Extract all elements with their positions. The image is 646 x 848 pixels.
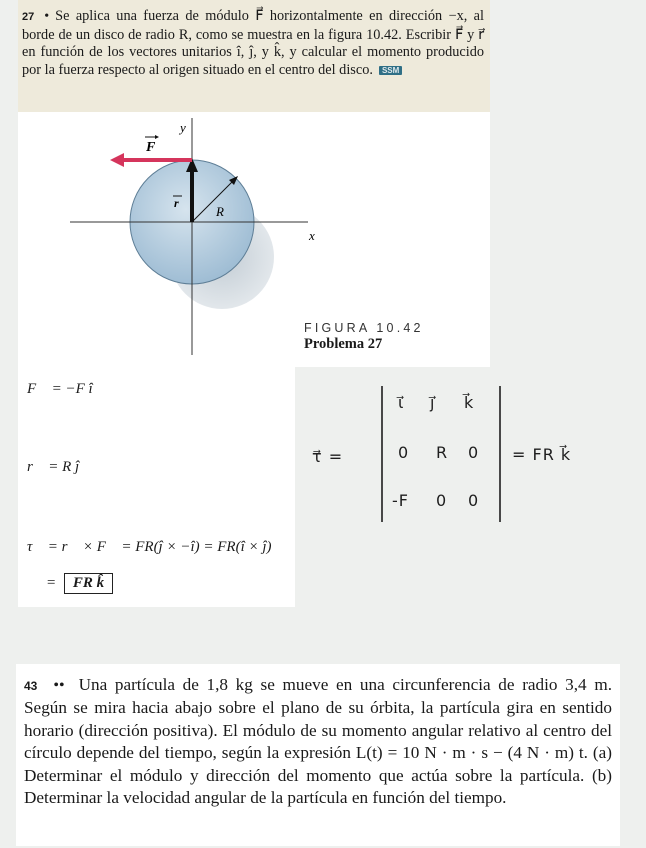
force-label-arrowhead [155, 135, 159, 139]
difficulty-marker-43: •• [53, 677, 65, 694]
problem-27-text-block [22, 8, 484, 79]
torque-result-equals: = [46, 575, 57, 591]
handwritten-determinant [306, 384, 606, 534]
figure-10-42 [18, 112, 490, 367]
figure-problem-ref: Problema 27 [304, 336, 383, 352]
difficulty-marker: • [44, 9, 50, 24]
hw-k: k⃗ [464, 393, 475, 412]
problem-43-text-block [24, 674, 612, 809]
torque-equation: τ⃗ = r⃗ × F⃗ = FR(ĵ × −î) = FR(î × ĵ) [27, 539, 272, 555]
hw-r2c1: -F [392, 491, 409, 510]
force-vector-head [110, 153, 124, 167]
hw-r2c2: 0 [436, 491, 448, 510]
problem-43-statement: Una partícula de 1,8 kg se mueve en una circunferencia de radio 3,4 m. Según se mira hacia abajo sobre el plano de su órbita, la partícula gira en sentido horario (dirección positiva). El módulo de su momento angular relativo al centro del círculo depende del tiempo, según la expresión L(t) = 10 N · m · s − (4 N · m) t. (a) Determinar el módulo y dirección del momento que actúa sobre la partícula. (b) Determinar la velocidad angular de la partícula en función del tiempo. [24, 675, 612, 808]
hw-r1c2: R [436, 443, 449, 462]
force-label: F [146, 140, 156, 155]
problem-27 [18, 0, 490, 112]
hw-r1c3: 0 [468, 443, 480, 462]
radius-label: R [216, 204, 224, 219]
hw-result: = FR k⃗ [512, 445, 572, 464]
torque-result [46, 573, 113, 594]
ssm-badge: SSM [379, 66, 402, 75]
figure-caption [304, 321, 424, 353]
hw-r2c3: 0 [468, 491, 480, 510]
figure-label: FIGURA 10.42 [304, 321, 424, 335]
problem-27-number: 27 [22, 11, 35, 23]
hw-r1c1: 0 [398, 443, 410, 462]
position-equation: r⃗ = R ĵ [27, 459, 80, 475]
problem-43 [16, 664, 620, 846]
hw-i: ι⃗ [398, 393, 405, 412]
problem-27-statement: Se aplica una fuerza de módulo F⃗ horizontalmente en dirección −x, al borde de un disco de radio R, como se muestra en la figura 10.42. Escribir F⃗ y r⃗ en función de los vectores unitarios î, ĵ, y k̂, y calcular el momento producido por la fuerza respecto al origen situado en el centro del disco. [22, 8, 484, 78]
r-label: r [174, 196, 179, 210]
y-axis-label: y [180, 120, 186, 135]
boxed-answer: FR k̂ [64, 573, 113, 594]
force-equation: F⃗ = −F î [27, 381, 93, 397]
determinant-sketch [306, 384, 606, 534]
solution-block [18, 367, 295, 607]
problem-43-number: 43 [24, 679, 38, 693]
hw-tau: τ⃗ = [312, 447, 344, 466]
hw-j: ȷ⃗ [430, 393, 436, 412]
x-axis-label: x [309, 228, 315, 243]
